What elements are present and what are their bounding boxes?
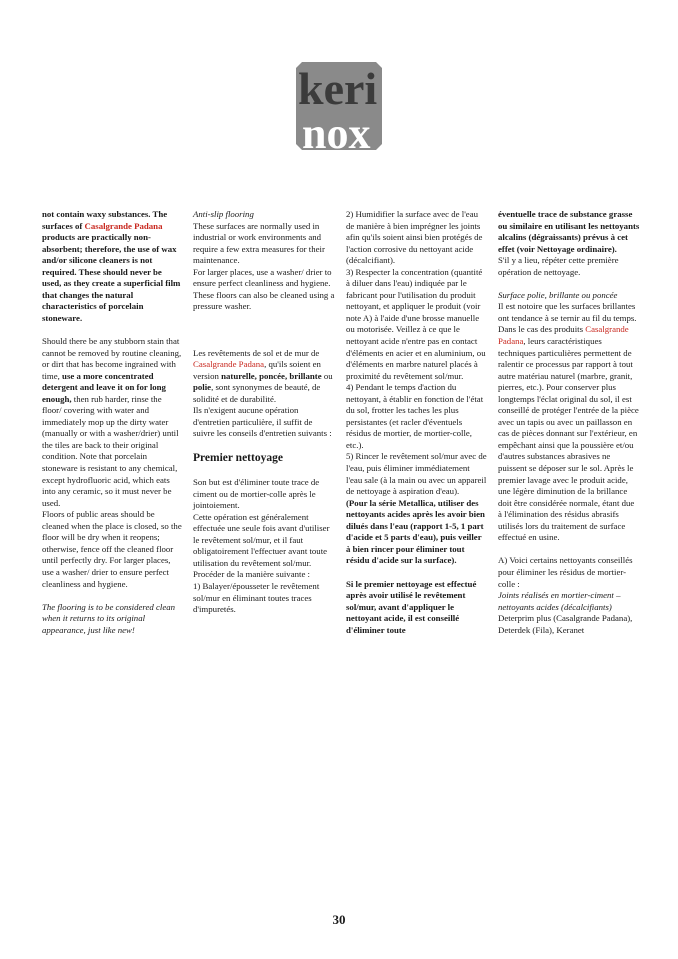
column-1 bbox=[42, 209, 182, 636]
column-3 bbox=[346, 209, 488, 636]
col3-paragraph-3: 4) Pendant le temps d'action du nettoyant, à établir en fonction de l'état du sol, frotter les taches les plus persistantes (et racler d'éventuels résidus de mortier, de mortier-colle, etc.). bbox=[346, 382, 484, 450]
col4-paragraph-1: éventuelle trace de substance grasse ou similaire en utilisant les nettoyants alcalins (dégraissants) prévus à cet effet (voir Nettoyage ordinaire). bbox=[498, 209, 640, 254]
col2-paragraph-2: For larger places, use a washer/ drier to ensure perfect cleanliness and hygiene. bbox=[193, 266, 332, 289]
col3-paragraph-5: (Pour la série Metallica, utiliser des nettoyants acides après les avoir bien dilués dans l'eau (rapport 1-5, 1 part d'acide et 5 parts d'eau), puis veiller à bien rincer pour éliminer tout résidu d'acide sur la surface). bbox=[346, 497, 485, 566]
col3-paragraph-6: Si le premier nettoyage est effectué après avoir utilisé le revêtement sol/mur, avant d'appliquer le nettoyant acide, il est conseillé d'éliminer toute bbox=[346, 578, 477, 635]
col2-paragraph-3: These floors can also be cleaned using a pressure washer. bbox=[193, 289, 335, 312]
logo-bottom-text: nox bbox=[302, 109, 371, 150]
col2-paragraph-5: Ils n'exigent aucune opération d'entretien particulière, il suffit de suivre les conseils d'entretien suivants : bbox=[193, 405, 332, 439]
kerinox-logo bbox=[296, 62, 382, 150]
section-heading: Premier nettoyage bbox=[193, 452, 283, 465]
anti-slip-title: Anti-slip flooring bbox=[193, 209, 254, 219]
col4-paragraph-6: Deterprim plus (Casalgrande Padana), Deterdek (Fila), Keranet bbox=[498, 613, 633, 635]
column-4 bbox=[498, 209, 640, 636]
col1-paragraph-3: Floors of public areas should be cleaned when the place is closed, so the floor will be dry when it reopens; otherwise, fence off the cleaned floor until perfectly dry. For larger places, use a washer/ drier to ensure perfect cleanliness and hygiene. bbox=[42, 509, 182, 589]
col3-paragraph-2: 3) Respecter la concentration (quantité à diluer dans l'eau) indiquée par le fabricant pour l'utilisation du produit nettoyant, et appliquer le produit (voir note A) à l'aide d'une brosse manuelle ou motorisée. Veillez à ce que le nettoyant acide n'entre pas en contact d'éléments en acier et en aluminium, ou d'éléments en marbre naturel placés à proximité du revêtement sol/mur. bbox=[346, 266, 486, 381]
col2-paragraph-6: Son but est d'éliminer toute trace de ciment ou de mortier-colle après le jointoiement. bbox=[193, 477, 320, 511]
page-number: 30 bbox=[332, 912, 346, 927]
col2-paragraph-4: Les revêtements de sol et de mur de Casalgrande Padana, qu'ils soient en version naturelle, poncée, brillante ou polie, sont synonymes de beauté, de solidité et de durabilité. bbox=[193, 347, 333, 404]
col4-paragraph-5: Joints réalisés en mortier-ciment – nettoyants acides (décalcifiants) bbox=[498, 590, 621, 612]
col2-paragraph-9: 1) Balayer/épousseter le revêtement sol/mur en éliminant toutes traces d'impuretés. bbox=[193, 580, 320, 615]
col4-paragraph-2: S'il y a lieu, répéter cette première opération de nettoyage. bbox=[498, 255, 619, 277]
polished-surface-title: Surface polie, brillante ou poncée bbox=[498, 289, 618, 300]
col2-paragraph-7: Cette opération est généralement effectuée une seule fois avant d'utiliser le revêtement sol/mur, et il faut obligatoirement l'effectuer avant toute utilisation du revêtement sol/mur. bbox=[193, 511, 330, 568]
logo-top-text: keri bbox=[298, 63, 378, 114]
col1-paragraph-2: Should there be any stubborn stain that cannot be removed by routine cleaning, or dirt that has become ingrained with time, use a more concentrated detergent and leave it on for long enough, then rub harder, rinse the floor/ covering with water and immediately mop up the dirty water (manually or with a washer/drier) until the tiles are back to their original condition. Note that porcelain stoneware is resistant to any chemical, except hydrofluoric acid, which eats into any ceramic, so it must never be used. bbox=[42, 336, 182, 508]
col3-paragraph-1: 2) Humidifier la surface avec de l'eau de manière à bien imprégner les joints afin qu'ils soient ainsi bien protégés de l'action corrosive du nettoyant acide (décalcifiant). bbox=[346, 209, 483, 266]
column-2 bbox=[193, 209, 335, 616]
brand-name: Casalgrande Padana bbox=[84, 220, 163, 231]
col3-paragraph-4: 5) Rincer le revêtement sol/mur avec de l'eau, puis éliminer immédiatement l'eau sale (à la main ou avec un appareil de nettoyage à aspiration d'eau). bbox=[346, 451, 487, 497]
col1-paragraph-1: not contain waxy substances. The surfaces of Casalgrande Padana products are practically non-absorbent; therefore, the use of wax and/or silicone cleaners is not required. These should never be used, as they create a superficial film that changes the natural characteristics of porcelain stoneware. bbox=[42, 209, 181, 323]
col2-paragraph-8: Procéder de la manière suivante : bbox=[193, 569, 310, 580]
brand-name: Casalgrande Padana bbox=[498, 324, 629, 347]
col4-paragraph-4: A) Voici certains nettoyants conseillés pour éliminer les résidus de mortier-colle : bbox=[498, 555, 633, 589]
col4-paragraph-3: Il est notoire que les surfaces brillantes ont tendance à se ternir au fil du temps. Dans le cas des produits Casalgrande Padana, leurs caractéristiques techniques particulières permettent de ralentir ce processus par rapport à tout autre matériau naturel (marbre, granit, pierres, etc.). Pour conserver plus longtemps l'éclat original du sol, il est conseillé de protéger l'entrée de la pièce avec un tapis ou avec un paillasson en cas de pièces donnant sur l'extérieur, en empêchant ainsi que la poussière et/ou d'autres substances abrasives ne puissent se déposer sur le sol. Après le premier lavage avec le produit acide, une légère diminution de la brillance doit être considérée normale, étant due à l'élimination des résidus abrasifs utilisés lors du traitement de surface effectué en usine. bbox=[498, 301, 639, 543]
col1-paragraph-4: The flooring is to be considered clean when it returns to its original appearance, just like new! bbox=[42, 601, 176, 635]
brand-name: Casalgrande Padana bbox=[193, 359, 265, 370]
col2-paragraph-1: These surfaces are normally used in industrial or work environments and require a few extra measures for their maintenance. bbox=[193, 220, 325, 266]
